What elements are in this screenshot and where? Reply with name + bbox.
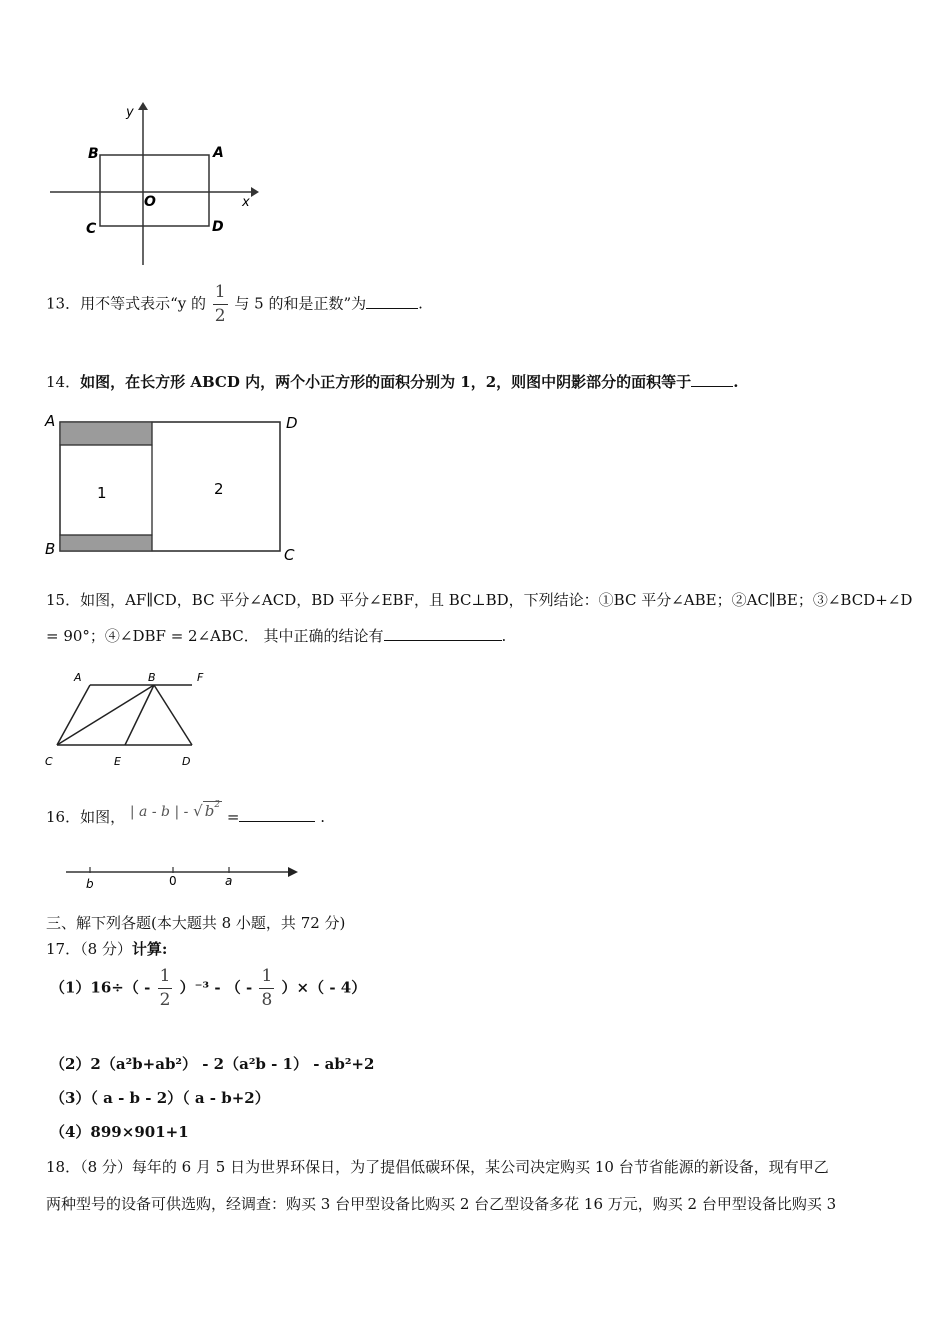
number-line-label-b: b	[86, 877, 94, 891]
q14-label-c: C	[284, 546, 295, 564]
q17-score: （8 分）	[80, 940, 132, 958]
q14-shaded-top	[60, 422, 152, 445]
q14-square-2-label: 2	[214, 480, 224, 498]
label-a: A	[213, 145, 224, 161]
question-18-line-2: 两种型号的设备可供选购，经调查：购买 3 台甲型设备比购买 2 台乙型设备多花 16 万元，购买 2 台甲型设备比购买 3	[46, 1195, 837, 1213]
q15-label-a: A	[74, 671, 82, 684]
question-14	[46, 371, 738, 392]
q17-p1-fraction-2	[259, 968, 274, 1009]
q17-p1-exp: ）⁻³ -	[179, 978, 221, 997]
q17-p1-f1-num: 1	[158, 968, 173, 989]
q17-number: 17．	[46, 940, 81, 958]
number-line-label-a: a	[225, 874, 233, 888]
q16-text-pre: 如图，	[80, 808, 126, 826]
q14-shaded-bottom	[60, 535, 152, 551]
q15-label-d: D	[182, 755, 191, 768]
q15-label-c: C	[45, 755, 53, 768]
q17-p1-f1-den: 2	[159, 990, 171, 1010]
q14-label-a: A	[45, 412, 56, 430]
q14-number: 14．	[46, 373, 81, 391]
number-line-label-zero: 0	[169, 874, 177, 888]
q13-number: 13．	[46, 294, 81, 313]
label-b: B	[88, 146, 99, 162]
number-line-arrow	[288, 867, 298, 877]
q16-radical: √ $b^2$	[193, 800, 221, 820]
q14-figure	[44, 410, 304, 566]
q17-p1-mid: （ -	[225, 978, 253, 997]
q16-number: 16．	[46, 808, 81, 826]
q16-radicand-var: b	[204, 802, 215, 820]
q15-answer-blank	[384, 639, 502, 641]
rectangle-abcd	[100, 155, 209, 226]
q17-part-1	[50, 968, 366, 1009]
section-3-title: 三、解下列各题(本大题共 8 小题，共 72 分)	[46, 914, 346, 932]
q14-end: .	[733, 373, 739, 391]
q15-line-bd	[154, 685, 192, 745]
q16-radicand	[203, 801, 222, 820]
q15-line-2: = 90°；④∠DBF = 2∠ABC． 其中正确的结论有	[46, 627, 384, 645]
q16-expression: | a - b | -	[129, 804, 189, 820]
q15-number: 15．	[46, 591, 81, 609]
q15-end: .	[501, 627, 507, 645]
q16-number-line	[62, 858, 306, 892]
q16-end: .	[320, 808, 325, 826]
q15-label-f: F	[197, 671, 204, 684]
label-x: x	[242, 195, 250, 210]
q15-label-e: E	[114, 755, 121, 768]
question-15-line-1	[46, 589, 912, 610]
q17-part-4: （4）899×901+1	[50, 1123, 189, 1141]
q17-label: 计算:	[131, 940, 168, 958]
q18-score: （8 分）	[80, 1158, 132, 1176]
q14-square-1-label: 1	[97, 484, 107, 502]
q12-figure	[46, 100, 266, 270]
y-axis-arrow	[138, 102, 148, 110]
label-d: D	[212, 219, 224, 235]
q17-part-3: （3）（ a - b - 2）（ a - b+2）	[50, 1089, 270, 1107]
q14-text: 如图，在长方形 ABCD 内，两个小正方形的面积分别为 1，2，则图中阴影部分的面积等于	[80, 373, 692, 391]
q17-p1-pre: （1）16÷（ -	[50, 978, 151, 997]
q17-part-2: （2）2（a²b+ab²） - 2（a²b - 1） - ab²+2	[50, 1055, 375, 1073]
q17-p1-f2-num: 1	[259, 968, 274, 989]
q15-figure	[42, 668, 222, 772]
q18-number: 18．	[46, 1158, 81, 1176]
q17-p1-fraction-1	[158, 968, 173, 1009]
label-y: y	[126, 105, 134, 120]
q14-label-d: D	[286, 414, 298, 432]
q15-label-b: B	[148, 671, 156, 684]
q13-text-pre: 用不等式表示“y 的	[80, 294, 207, 313]
q14-label-b: B	[45, 540, 56, 558]
q17-p1-post: ）×（ - 4）	[281, 978, 367, 997]
q13-answer-blank	[366, 307, 418, 309]
q13-frac-den: 2	[214, 306, 226, 326]
question-18-line-1	[46, 1156, 829, 1177]
q13-fraction	[213, 284, 228, 325]
x-axis-arrow	[251, 187, 259, 197]
q17-p1-f2-den: 8	[261, 990, 273, 1010]
q15-line-1: 如图，AF∥CD，BC 平分∠ACD，BD 平分∠EBF，且 BC⊥BD，下列结论：①BC 平分∠ABE；②AC∥BE；③∠BCD+∠D	[80, 591, 913, 609]
question-17	[46, 938, 167, 959]
label-o: O	[144, 194, 156, 210]
q14-answer-blank	[691, 385, 733, 387]
q16-radicand-exp: 2	[214, 800, 221, 810]
question-16	[46, 800, 325, 827]
q13-frac-num: 1	[213, 284, 228, 305]
label-c: C	[86, 221, 97, 237]
q13-text-post: 与 5 的和是正数”为	[234, 294, 367, 313]
q13-end: .	[418, 294, 423, 313]
q16-equals: =	[226, 808, 240, 826]
question-15-line-2	[46, 625, 506, 646]
q18-line-1: 每年的 6 月 5 日为世界环保日，为了提倡低碳环保，某公司决定购买 10 台节省能源的新设备，现有甲乙	[131, 1158, 829, 1176]
q16-answer-blank	[239, 820, 315, 822]
q15-line-ac	[57, 685, 90, 745]
question-13	[46, 284, 423, 325]
